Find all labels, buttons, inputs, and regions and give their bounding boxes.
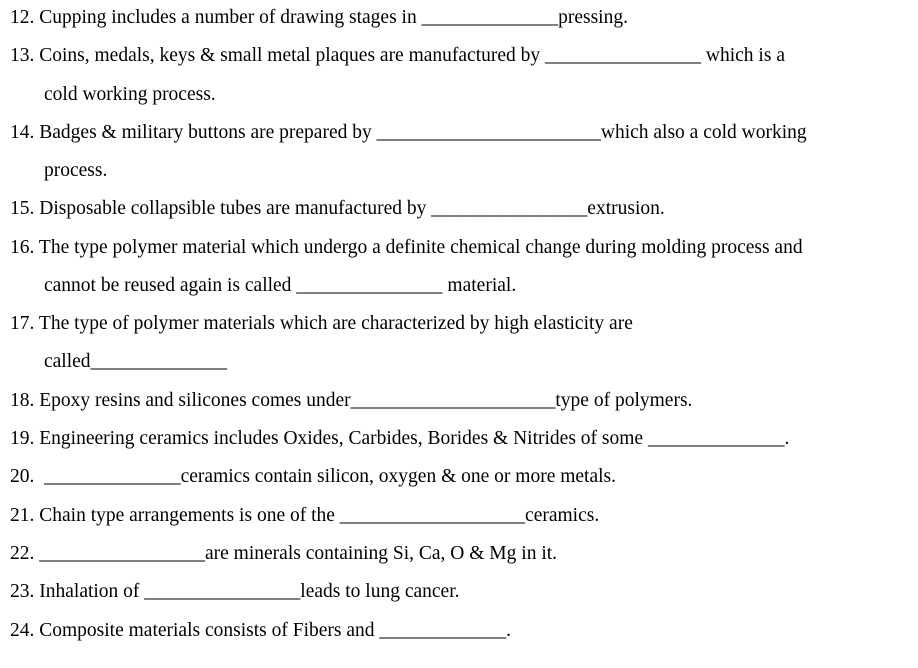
- question-number: 23.: [10, 581, 35, 602]
- question-number: 18.: [10, 390, 35, 411]
- question-18: [10, 389, 692, 413]
- question-number: 24.: [10, 620, 35, 641]
- question-number: 17.: [10, 313, 35, 334]
- question-text: Disposable collapsible tubes are manufactured by ________________extrusion.: [39, 198, 665, 219]
- question-number: 20.: [10, 466, 35, 487]
- question-number: 16.: [10, 237, 35, 258]
- question-number: 21.: [10, 505, 35, 526]
- question-text: The type of polymer materials which are characterized by high elasticity are: [38, 313, 633, 334]
- question-24: [10, 619, 511, 643]
- question-21: [10, 504, 599, 528]
- question-number: 19.: [10, 428, 35, 449]
- question-text: ______________ceramics contain silicon, oxygen & one or more metals.: [39, 466, 616, 487]
- question-text: cannot be reused again is called _______________ material.: [44, 275, 517, 296]
- question-text: called______________: [44, 351, 228, 372]
- question-17: [10, 312, 633, 336]
- question-14: [10, 121, 807, 145]
- question-text: Cupping includes a number of drawing stages in ______________pressing.: [39, 7, 628, 28]
- question-12: [10, 6, 628, 30]
- question-15: [10, 197, 665, 221]
- question-text: Inhalation of ________________leads to lung cancer.: [39, 581, 460, 602]
- question-16-continuation: [44, 274, 516, 298]
- question-text: Badges & military buttons are prepared by _______________________which also a cold working: [39, 122, 807, 143]
- question-text: Epoxy resins and silicones comes under_____________________type of polymers.: [39, 390, 693, 411]
- question-13: [10, 44, 785, 68]
- question-text: The type polymer material which undergo a definite chemical change during molding process and: [38, 237, 803, 258]
- question-23: [10, 580, 460, 604]
- question-text: process.: [44, 160, 108, 181]
- question-number: 13.: [10, 45, 35, 66]
- question-number: 14.: [10, 122, 35, 143]
- question-22: [10, 542, 557, 566]
- question-text: Coins, medals, keys & small metal plaques are manufactured by ________________ which is a: [39, 45, 785, 66]
- question-19: [10, 427, 789, 451]
- question-17-continuation: [44, 350, 227, 374]
- question-14-continuation: [44, 159, 107, 183]
- question-16: [10, 236, 803, 260]
- question-text: Engineering ceramics includes Oxides, Carbides, Borides & Nitrides of some ______________.: [39, 428, 790, 449]
- question-text: _________________are minerals containing Si, Ca, O & Mg in it.: [39, 543, 558, 564]
- question-number: 22.: [10, 543, 35, 564]
- question-number: 12.: [10, 7, 35, 28]
- question-text: cold working process.: [44, 84, 216, 105]
- question-text: Composite materials consists of Fibers and _____________.: [39, 620, 512, 641]
- question-number: 15.: [10, 198, 35, 219]
- question-20: [10, 465, 616, 489]
- question-text: Chain type arrangements is one of the ___________________ceramics.: [39, 505, 600, 526]
- question-13-continuation: [44, 83, 216, 107]
